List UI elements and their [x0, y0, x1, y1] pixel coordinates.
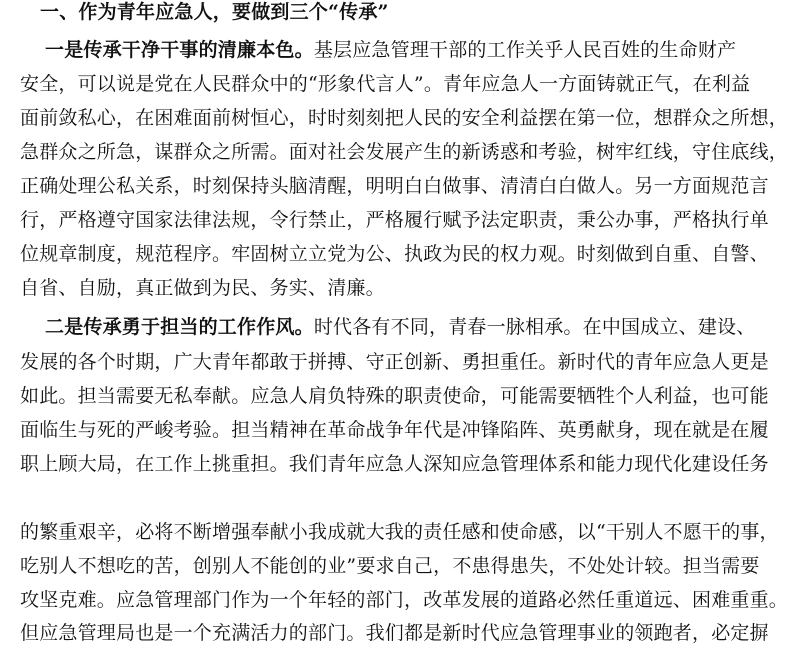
paragraph-1-line: 行，严格遵守国家法律法规，令行禁止，严格履行赋予法定职责，秉公办事，严格执行单: [20, 209, 769, 231]
paragraph-1-first-line: [45, 38, 737, 62]
paragraph-1-first-rest: 基层应急管理干部的工作关乎人民百姓的生命财产: [313, 39, 737, 61]
paragraph-1-lead: 一是传承干净干事的清廉本色。: [45, 39, 314, 61]
paragraph-2-first-rest: 时代各有不同，青春一脉相承。在中国成立、建设、: [313, 316, 756, 338]
paragraph-3-line: 的繁重艰辛，必将不断增强奉献小我成就大我的责任感和使命感，以“干别人不愿干的事，: [20, 521, 779, 543]
section-heading: 一、作为青年应急人，要做到三个“传承”: [40, 1, 389, 23]
paragraph-2-line: 职上顾大局，在工作上挑重担。我们青年应急人深知应急管理体系和能力现代化建设任务: [20, 453, 769, 475]
paragraph-3-line: 攻坚克难。应急管理部门作为一个年轻的部门，改革发展的道路必然任重道远、困难重重。: [20, 589, 788, 611]
paragraph-1-line: 面前敛私心，在困难面前树恒心，时时刻刻把人民的安全利益摆在第一位，想群众之所想，: [20, 107, 788, 129]
paragraph-1-line: 安全，可以说是党在人民群众中的“形象代言人”。青年应急人一方面铸就正气，在利益: [20, 73, 751, 95]
paragraph-3-line: 吃别人不想吃的苦，创别人不能创的业”要求自己，不患得患失，不处处计较。担当需要: [20, 555, 760, 577]
paragraph-2-line: 如此。担当需要无私奉献。应急人肩负特殊的职责使命，可能需要牺牲个人利益，也可能: [20, 385, 769, 407]
paragraph-1-line: 自省、自励，真正做到为民、务实、清廉。: [20, 277, 385, 299]
paragraph-1-line: 位规章制度，规范程序。牢固树立立党为公、执政为民的权力观。时刻做到自重、自警、: [20, 243, 769, 265]
paragraph-1-line: 正确处理公私关系，时刻保持头脑清醒，明明白白做事、清清白白做人。另一方面规范言: [20, 175, 769, 197]
paragraph-2-line: 面临生与死的严峻考验。担当精神在革命战争年代是冲锋陷阵、英勇献身，现在就是在履: [20, 419, 769, 441]
paragraph-2-lead: 二是传承勇于担当的工作作风。: [45, 316, 314, 338]
paragraph-3-line: 但应急管理局也是一个充满活力的部门。我们都是新时代应急管理事业的领跑者，必定摒: [20, 622, 769, 644]
paragraph-2-line: 发展的各个时期，广大青年都敢于拼搏、守正创新、勇担重任。新时代的青年应急人更是: [20, 351, 769, 373]
paragraph-2-first-line: [45, 315, 756, 339]
paragraph-1-line: 急群众之所急，谋群众之所需。面对社会发展产生的新诱惑和考验，树牢红线，守住底线，: [20, 141, 788, 163]
